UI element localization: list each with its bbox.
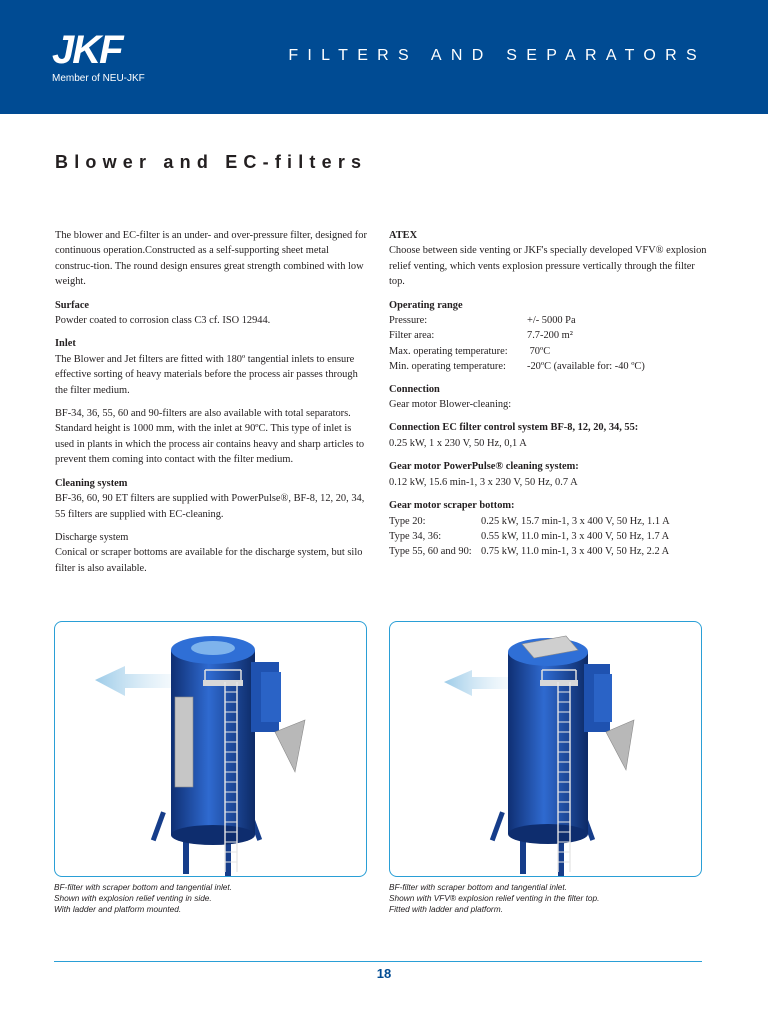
page-title: Blower and EC-filters [55, 152, 368, 172]
surface-heading: Surface [55, 299, 90, 311]
spec-label: Type 34, 36: [389, 530, 442, 542]
page-number: 18 [376, 966, 392, 981]
airflow-arrow [444, 670, 508, 696]
spec-value: 70ºC [527, 345, 551, 357]
caption-line: With ladder and platform mounted. [54, 904, 182, 914]
header-title: FILTERS AND SEPARATORS [288, 47, 706, 64]
inlet-heading: Inlet [55, 338, 76, 350]
figure-caption-right [389, 882, 709, 915]
logo-subtitle: Member of NEU-JKF [52, 73, 145, 84]
cleaning-text: BF-36, 60, 90 ET filters are supplied with PowerPulse®, BF-8, 12, 20, 34, 55 filters are supplied with EC-cleaning. [55, 493, 365, 520]
surface-section [55, 298, 370, 329]
spec-label: Pressure: [389, 315, 428, 327]
right-column [389, 228, 709, 560]
spec-value: 0.55 kW, 11.0 min-1, 3 x 400 V, 50 Hz, 1.7 A [481, 530, 670, 542]
footer-divider [54, 961, 702, 962]
spec-row [389, 344, 709, 359]
spec-label: Type 20: [389, 515, 426, 527]
intro-paragraph: The blower and EC-filter is an under- and over-pressure filter, designed for continuous operation.Constructed as a self-supporting sheet metal construc-tion. The round design ensures great strength combined with low weight. [55, 230, 367, 288]
scraper-heading: Gear motor scraper bottom: [389, 500, 515, 512]
spec-row [389, 359, 709, 374]
ec-heading: Connection EC filter control system BF-8, 12, 20, 34, 55: [389, 422, 639, 434]
discharge-section [55, 530, 370, 576]
ec-section [389, 420, 709, 451]
spec-value: -20ºC (available for: -40 ºC) [527, 361, 645, 373]
surface-text: Powder coated to corrosion class C3 cf. ISO 12944. [55, 315, 271, 327]
spec-label: Filter area: [389, 330, 435, 342]
powerpulse-text: 0.12 kW, 15.6 min-1, 3 x 230 V, 50 Hz, 0.7 A [389, 476, 578, 488]
spec-value: 0.75 kW, 11.0 min-1, 3 x 400 V, 50 Hz, 2.2 A [481, 546, 670, 558]
spec-row [389, 328, 709, 343]
spec-row [389, 544, 709, 559]
caption-line: BF-filter with scraper bottom and tangential inlet. [54, 882, 233, 892]
explosion-vent-panel [175, 697, 193, 787]
filter-illustration-side-venting [55, 622, 367, 877]
spec-row [389, 514, 709, 529]
spec-label: Type 55, 60 and 90: [389, 546, 472, 558]
atex-text: Choose between side venting or JKF's specially developed VFV® explosion relief venting, which vents explosion pressure vertically through the filter top. [389, 245, 707, 288]
caption-line: Shown with VFV® explosion relief venting in the filter top. [389, 893, 600, 903]
ec-text: 0.25 kW, 1 x 230 V, 50 Hz, 0,1 A [389, 437, 527, 449]
operating-range-section [389, 298, 709, 375]
discharge-heading: Discharge system [55, 531, 129, 543]
powerpulse-heading: Gear motor PowerPulse® cleaning system: [389, 461, 579, 473]
header-banner [0, 0, 768, 114]
connection-text: Gear motor Blower-cleaning: [389, 399, 512, 411]
spec-label: Max. operating temperature: [389, 345, 508, 357]
caption-line: BF-filter with scraper bottom and tangential inlet. [389, 882, 568, 892]
filter-illustration-vfv-venting [390, 622, 702, 877]
spec-label: Min. operating temperature: [389, 361, 506, 373]
atex-section [389, 228, 709, 290]
left-column [55, 228, 370, 584]
spec-value: 7.7-200 m² [527, 330, 573, 342]
discharge-text: Conical or scraper bottoms are available for the discharge system, but silo filter is also available. [55, 547, 363, 574]
figure-side-venting [54, 621, 367, 877]
inlet-text: The Blower and Jet filters are fitted with 180º tangential inlets to ensure effective sorting of heavy materials before the process air passes through the filter medium. [55, 353, 358, 396]
figure-vfv-venting [389, 621, 702, 877]
spec-row [389, 313, 709, 328]
cleaning-section [55, 476, 370, 522]
caption-line: Fitted with ladder and platform. [389, 904, 503, 914]
scraper-section [389, 498, 709, 560]
caption-line: Shown with explosion relief venting in side. [54, 893, 212, 903]
airflow-arrow [95, 666, 175, 696]
powerpulse-section [389, 459, 709, 490]
spec-value: 0.25 kW, 15.7 min-1, 3 x 400 V, 50 Hz, 1.1 A [481, 515, 670, 527]
inlet-section [55, 336, 370, 398]
separators-paragraph: BF-34, 36, 55, 60 and 90-filters are also available with total separators. Standard height is 1000 mm, with the inlet at 90ºC. This type of inlet is used in plants in which the process air contains heavy and sharp articles to prevent them coming into contact with the filter medium. [55, 408, 365, 466]
figure-caption-left [54, 882, 374, 915]
cleaning-heading: Cleaning system [55, 477, 128, 489]
operating-heading: Operating range [389, 299, 463, 311]
spec-value: +/- 5000 Pa [527, 315, 576, 327]
connection-heading: Connection [389, 383, 440, 395]
spec-row [389, 529, 709, 544]
connection-section [389, 382, 709, 413]
atex-heading: ATEX [389, 230, 418, 241]
jkf-logo: JKF [52, 28, 122, 72]
